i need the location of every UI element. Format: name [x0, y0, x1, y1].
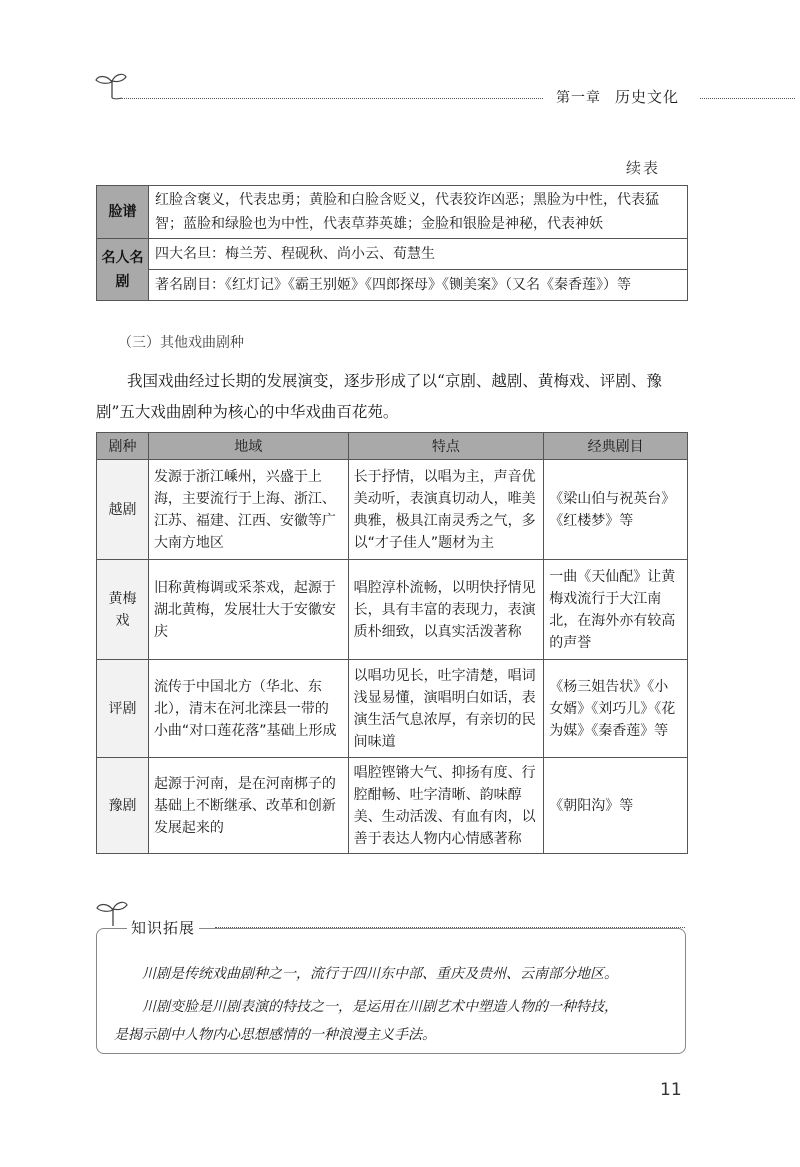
header-divider	[118, 98, 543, 99]
opera-features: 长于抒情，以唱为主，声音优美动听，表演真切动人，唯美典雅，极具江南灵秀之气，多以“才子佳人”题材为主	[348, 460, 544, 560]
opera-plays: 《梁山伯与祝英台》《红楼梦》等	[544, 460, 688, 560]
continued-label: 续表	[626, 159, 661, 177]
opera-plays: 《朝阳沟》等	[544, 758, 688, 854]
knowledge-paragraph: 是揭示剧中人物内心思想感情的一种浪漫主义手法。	[114, 1027, 436, 1043]
header-divider-right	[700, 98, 795, 99]
table-cell: 著名剧目：《红灯记》《霸王别姬》《四郎探母》《铡美案》（又名《秦香莲》）等	[149, 270, 688, 301]
opera-region: 流传于中国北方（华北、东北），清末在河北滦县一带的小曲“对口莲花落”基础上形成	[148, 660, 348, 758]
opera-name: 评剧	[97, 660, 149, 758]
opera-region: 旧称黄梅调或采茶戏，起源于湖北黄梅，发展壮大于安徽安庆	[148, 560, 348, 660]
column-header: 特点	[348, 433, 544, 460]
sprout-icon	[92, 72, 132, 100]
opera-plays: 《杨三姐告状》《小女婿》《刘巧儿》《花为媒》《秦香莲》等	[544, 660, 688, 758]
opera-name: 越剧	[97, 460, 149, 560]
continued-table	[96, 185, 688, 301]
table-header-row	[97, 433, 688, 460]
table-cell: 四大名旦：梅兰芳、程砚秋、尚小云、荀慧生	[149, 239, 688, 270]
table-row	[97, 239, 688, 270]
row-head-facial-masks: 脸谱	[97, 186, 149, 239]
opera-region: 起源于河南，是在河南梆子的基础上不断继承、改革和创新发展起来的	[148, 758, 348, 854]
table-row	[97, 270, 688, 301]
table-row	[97, 660, 688, 758]
chapter-header	[556, 86, 679, 107]
knowledge-paragraph: 川剧变脸是川剧表演的特技之一，是运用在川剧艺术中塑造人物的一种特技，	[142, 999, 618, 1015]
opera-name: 黄梅戏	[97, 560, 149, 660]
row-head-famous-people: 名人名剧	[97, 239, 149, 301]
opera-region: 发源于浙江嵊州，兴盛于上海，主要流行于上海、浙江、江苏、福建、江西、安徽等广大南方地区	[148, 460, 348, 560]
opera-features: 以唱功见长，吐字清楚，唱词浅显易懂，演唱明白如话，表演生活气息浓厚，有亲切的民间味道	[348, 660, 544, 758]
opera-features: 唱腔淳朴流畅，以明快抒情见长，具有丰富的表现力，表演质朴细致，以真实活泼著称	[348, 560, 544, 660]
chapter-number: 第一章	[556, 90, 601, 106]
intro-paragraph: 我国戏曲经过长期的发展演变，逐步形成了以“京剧、越剧、黄梅戏、评剧、豫剧”五大戏曲剧种为核心的中华戏曲百花苑。	[96, 372, 662, 421]
table-row	[97, 460, 688, 560]
page-number: 11	[660, 1080, 682, 1100]
knowledge-divider	[215, 927, 685, 928]
knowledge-paragraph: 川剧是传统戏曲剧种之一，流行于四川东中部、重庆及贵州、云南部分地区。	[142, 966, 618, 982]
column-header: 经典剧目	[544, 433, 688, 460]
section-heading: （三）其他戏曲剧种	[118, 335, 244, 351]
column-header: 地域	[148, 433, 348, 460]
column-header: 剧种	[97, 433, 149, 460]
opera-plays: 一曲《天仙配》让黄梅戏流行于大江南北，在海外亦有较高的声誉	[544, 560, 688, 660]
table-row	[97, 560, 688, 660]
table-row	[97, 758, 688, 854]
opera-table	[96, 432, 688, 854]
opera-features: 唱腔铿锵大气、抑扬有度、行腔酣畅、吐字清晰、韵味醇美、生动活泼、有血有肉，以善于表达人物内心情感著称	[348, 758, 544, 854]
table-row	[97, 186, 688, 239]
table-cell: 红脸含褒义，代表忠勇；黄脸和白脸含贬义，代表狡诈凶恶；黑脸为中性，代表猛智；蓝脸和绿脸也为中性，代表草莽英雄；金脸和银脸是神秘，代表神妖	[149, 186, 688, 239]
knowledge-title: 知识拓展	[127, 917, 199, 938]
opera-name: 豫剧	[97, 758, 149, 854]
chapter-title: 历史文化	[615, 88, 680, 106]
